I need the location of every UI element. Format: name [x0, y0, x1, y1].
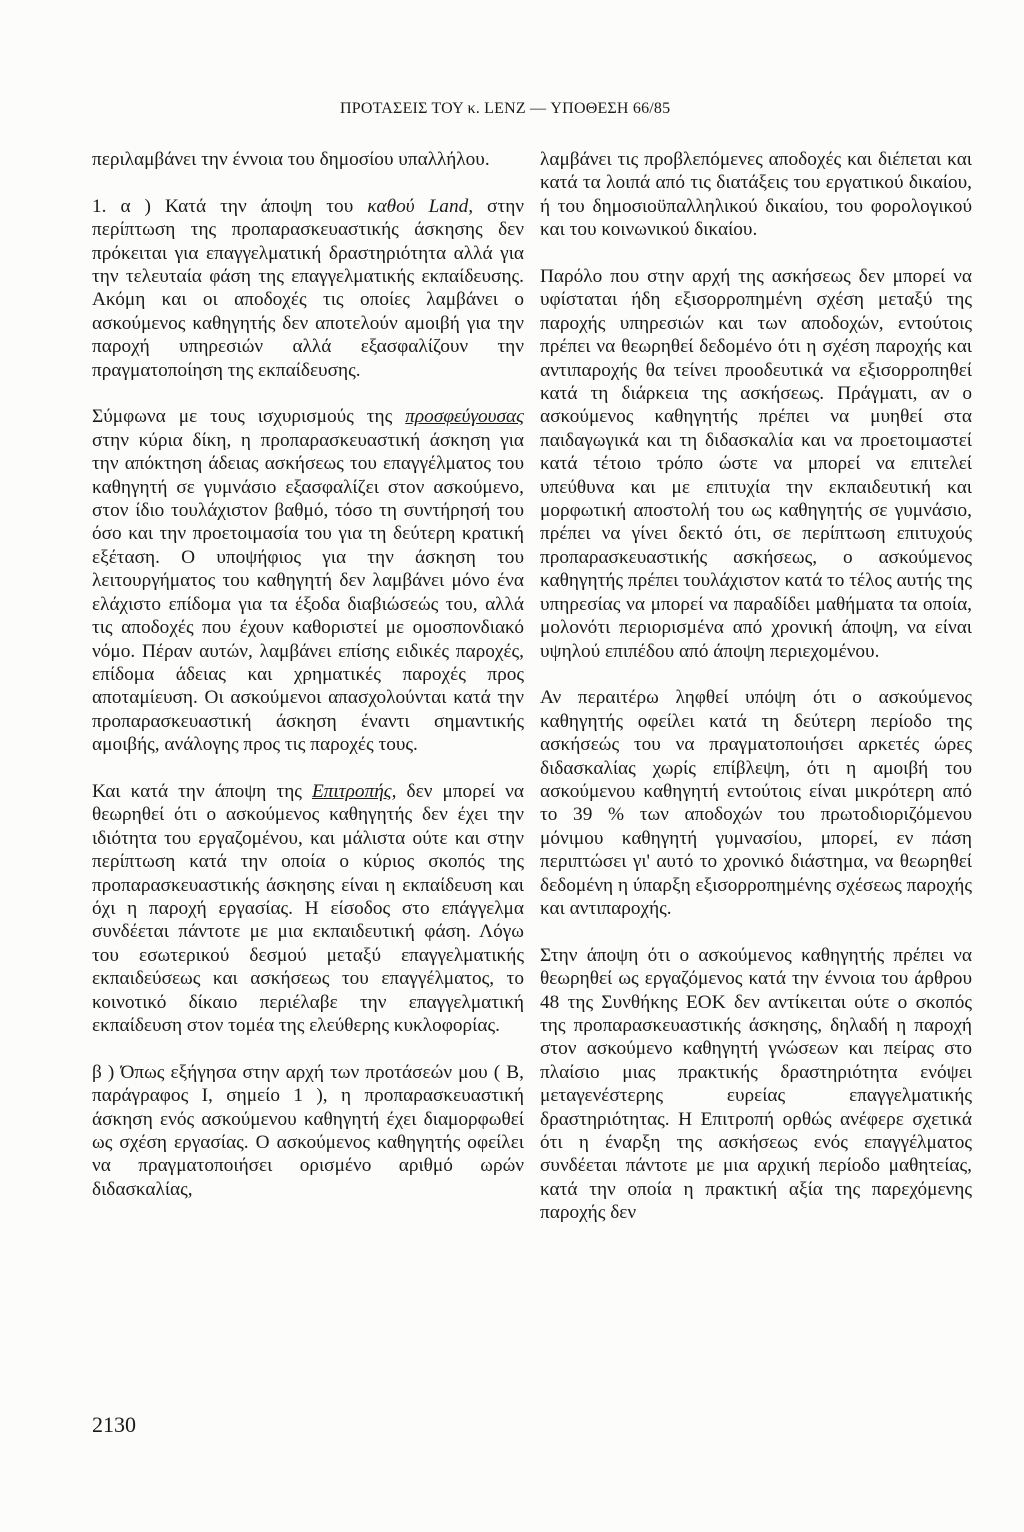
- paragraph: περιλαμβάνει την έννοια του δημοσίου υπαλλήλου.: [92, 149, 490, 170]
- paragraph-text: Σύμφωνα με τους ισχυρισμούς της: [92, 406, 406, 428]
- paragraph-text: δεν μπορεί να θεωρηθεί ότι ο ασκούμενος καθηγητής δεν έχει την ιδιότητα του εργαζομένου, και μάλιστα ούτε και στην περίπτωση κατά την οποία ο κύριος σκοπός της προπαρασκευαστικής άσκησης είναι η εκπαίδευση και όχι η παροχή εργασίας. Η είσοδος στο επάγγελμα συνδέεται πάντοτε με μια εκπαιδευτική φάση. Λόγω του εσωτερικού δεσμού μεταξύ επαγγελματικής εκπαιδεύσεως και ασκήσεως του επαγγέλματος, το κοινοτικό δίκαιο περιέλαβε την επαγγελματική εκπαίδευση στον τομέα της ελεύθερης κυκλοφορίας.: [92, 780, 524, 1036]
- right-column: [540, 148, 972, 1225]
- paragraph: [92, 195, 524, 382]
- paragraph: [92, 780, 524, 1037]
- paragraph: [92, 405, 524, 756]
- paragraph-text: στην περίπτωση της προπαρασκευαστικής άσκησης δεν πρόκειται για επαγγελματική δραστηριότητα αλλά για την τελευταία φάση της επαγγελματικής εκπαίδευσης. Ακόμη και οι αποδοχές τις οποίες λαμβάνει ο ασκούμενος καθηγητής δεν αποτελούν αμοιβή για την παροχή υπηρεσιών αλλά εξασφαλίζουν την πραγματοποίηση της εκπαίδευσης.: [92, 195, 525, 381]
- page-number: 2130: [92, 1412, 136, 1437]
- paragraph: Αν περαιτέρω ληφθεί υπόψη ότι ο ασκούμενος καθηγητής οφείλει κατά τη δεύτερη περίοδο της ασκήσεώς του να πραγματοποιήσει αρκετές ώρες διδασκαλίας χωρίς επίβλεψη, ότι η αμοιβή του ασκούμενου καθηγητή εντούτοις είναι μικρότερη από το 39 % των αποδοχών του πρωτοδιοριζόμενου μόνιμου καθηγητή γυμνασίου, μπορεί, εν πάση περιπτώσει γι' αυτό το χρονικό διάστημα, να θεωρηθεί δεδομένη η ύπαρξη εξισορροπημένης σχέσεως παροχής και αντιπαροχής.: [540, 687, 972, 919]
- emphasized-term: προσφεύγουσας: [405, 406, 524, 428]
- party-name: καθού Land,: [367, 195, 474, 217]
- emphasized-term: Επιτροπής,: [311, 780, 397, 802]
- left-column: [92, 148, 524, 1201]
- paragraph: β ) Όπως εξήγησα στην αρχή των προτάσεών μου ( Β, παράγραφος Ι, σημείο 1 ), η προπαρασκευαστική άσκηση ενός ασκούμενου καθηγητή έχει διαμορφωθεί ως σχέση εργασίας. Ο ασκούμενος καθηγητής οφείλει να πραγματοποιήσει ορισμένο αριθμό ωρών διδασκαλίας,: [92, 1061, 524, 1200]
- paragraph: λαμβάνει τις προβλεπόμενες αποδοχές και διέπεται και κατά τα λοιπά από τις διατάξεις του εργατικού δικαίου, ή του δημοσιοϋπαλληλικού δικαίου, του φορολογικού και του κοινωνικού δικαίου.: [540, 149, 972, 241]
- paragraph: Παρόλο που στην αρχή της ασκήσεως δεν μπορεί να υφίσταται ήδη εξισορροπημένη σχέση μεταξύ της παροχής υπηρεσιών και των αποδοχών, εντούτοις πρέπει να θεωρηθεί δεδομένο ότι η σχέση παροχής και αντιπαροχής θα τείνει προοδευτικά να εξισορροπηθεί κατά τη διάρκεια της ασκήσεως. Πράγματι, αν ο ασκούμενος καθηγητής πρέπει να μυηθεί στα παιδαγωγικά και τη διδασκαλία και να προετοιμαστεί κατά τέτοιο τρόπο ώστε να μπορεί να επιτελεί υπεύθυνα και με επιτυχία την εκπαιδευτική και μορφωτική αποστολή του ως καθηγητής σε γυμνάσιο, πρέπει να γίνει δεκτό ότι, σε περίπτωση επιτυχούς προπαρασκευαστικής ασκήσεως, ο ασκούμενος καθηγητής πρέπει τουλάχιστον κατά το τέλος αυτής της υπηρεσίας να μπορεί να παραδίδει μαθήματα τα οποία, μολονότι περιορισμένα από χρονική άποψη, να είναι υψηλού επιπέδου από άποψη περιεχομένου.: [540, 266, 972, 662]
- paragraph-text: Και κατά την άποψη της: [92, 780, 312, 802]
- paragraph-text: στην κύρια δίκη, η προπαρασκευαστική άσκηση για την απόκτηση άδειας ασκήσεως του επαγγέλματος του καθηγητή σε γυμνάσιο εξασφαλίζει στον ασκούμενο, στον ίδιο τουλάχιστον βαθμό, τόσο τη συντήρησή του όσο και την προετοιμασία του για τη δεύτερη κρατική εξέταση. Ο υποψήφιος για την άσκηση του λειτουργήματος του καθηγητή δεν λαμβάνει μόνο ένα ελάχιστο επίδομα για τα έξοδα διαβιώσεώς του, αλλά τις αποδοχές που έχουν καθοριστεί με ομοσπονδιακό νόμο. Πέραν αυτών, λαμβάνει επίσης ειδικές παροχές, επίδομα άδειας και χρηματικές παροχές προς αποταμίευση. Οι ασκούμενοι απασχολούνται κατά την προπαρασκευαστική άσκηση έναντι σημαντικής αμοιβής, ανάλογης προς τις παροχές τους.: [92, 429, 524, 756]
- paragraph: Στην άποψη ότι ο ασκούμενος καθηγητής πρέπει να θεωρηθεί ως εργαζόμενος κατά την έννοια του άρθρου 48 της Συνθήκης ΕΟΚ δεν αντίκειται ούτε ο σκοπός της προπαρασκευαστικής άσκησης, δηλαδή η παροχή στον ασκούμενο καθηγητή γνώσεων και πείρας στο πλαίσιο μιας πρακτικής δραστηριότητα ενόψει μεταγενέστερης ευρείας επαγγελματικής δραστηριότητας. Η Επιτροπή ορθώς ανέφερε σχετικά ότι η έναρξη της ασκήσεως ενός επαγγέλματος συνδέεται πάντοτε με μια αρχική περίοδο μαθητείας, κατά την οποία η πρακτική αξία της παρεχόμενης παροχής δεν: [540, 944, 972, 1224]
- paragraph-text: 1. α ) Κατά την άποψη του: [92, 195, 368, 217]
- running-header: ΠΡΟΤΑΣΕΙΣ ΤΟΥ κ. LENZ — ΥΠΟΘΕΣΗ 66/85: [340, 100, 671, 117]
